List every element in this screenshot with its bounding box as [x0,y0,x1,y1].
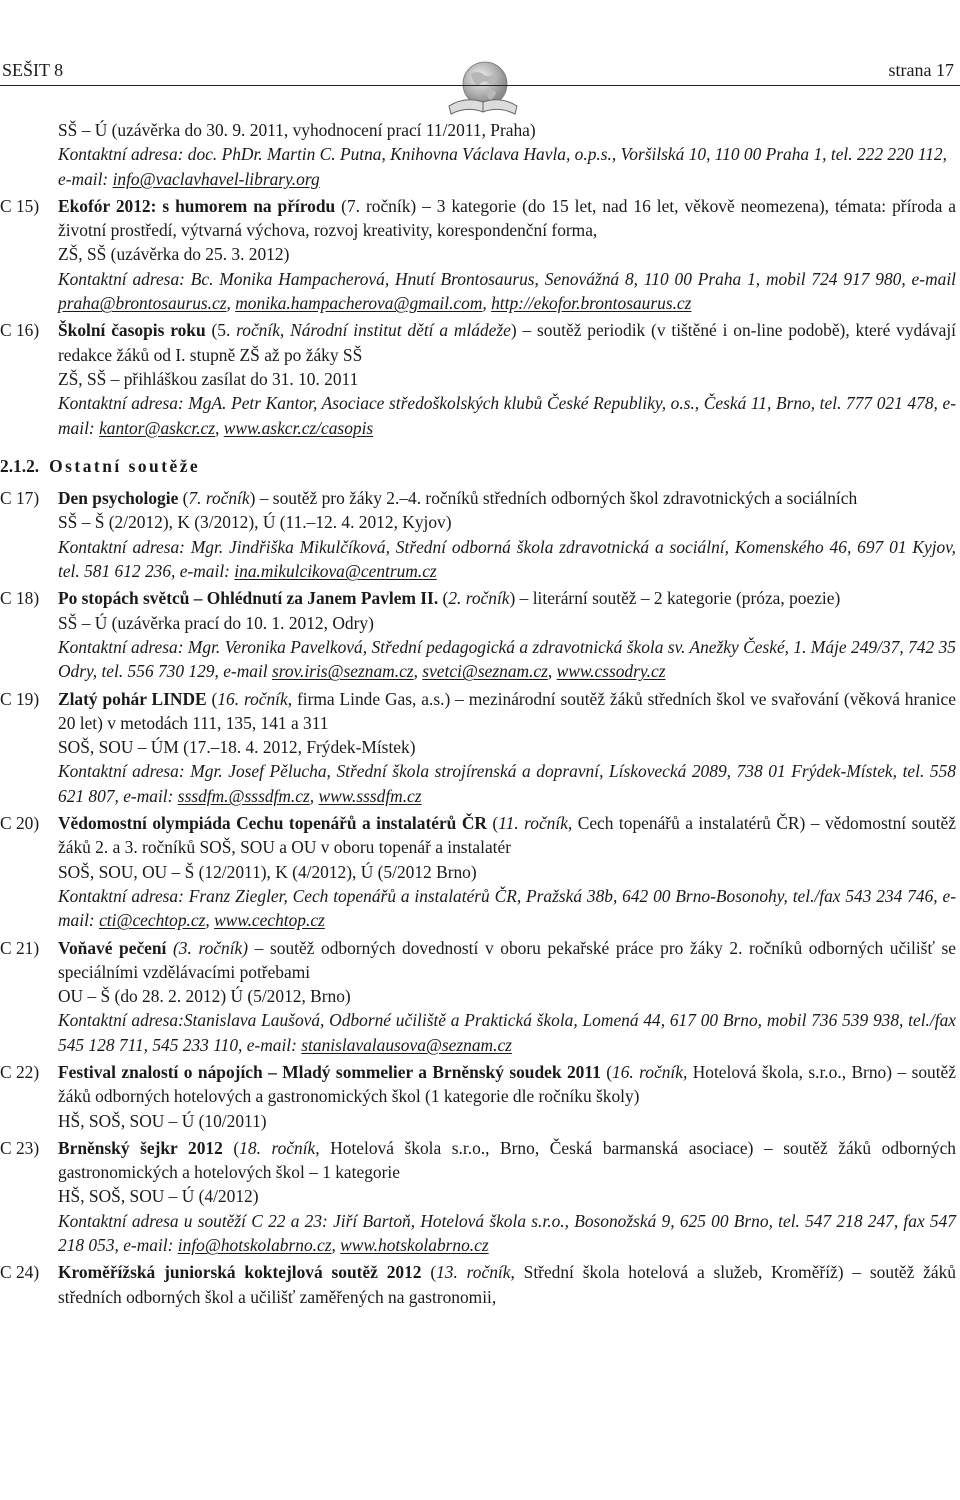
header-rule [0,85,960,86]
entry-contact: Kontaktní adresa: Mgr. Veronika Pavelková, Střední pedagogická a zdravotnická škola sv. Anežky České, 1. Máje 249/37, 742 35 Odry, tel. 556 730 129, e-mail srov.iris@seznam.cz, svetci@seznam.cz, www.cssodry.cz [58,636,956,682]
entry-title: Voňavé pečení [58,937,167,958]
web-link[interactable]: www.hotskolabrno.cz [340,1235,489,1256]
entry-meta: SŠ – Ú (uzávěrka prací do 10. 1. 2012, Odry) [58,612,374,633]
web-link[interactable]: www.cssodry.cz [556,661,666,682]
entry-contact: Kontaktní adresa u soutěží C 22 a 23: Jiří Bartoň, Hotelová škola s.r.o., Bosonožská 9, 625 00 Brno, tel. 547 218 247, fax 547 218 053, e-mail: info@hotskolabrno.cz, www.hotskolabrno.cz [58,1210,956,1256]
entry-contact: Kontaktní adresa: MgA. Petr Kantor, Asociace středoškolských klubů České Republiky, o.s., Česká 11, Brno, tel. 777 021 478, e-mail: kantor@askcr.cz, www.askcr.cz/casopis [58,393,956,438]
entry-title: Po stopách světců – Ohlédnutí za Janem Pavlem II. [58,588,439,609]
entry-title: Festival znalostí o nápojích – Mladý sommelier a Brněnský soudek 2011 [58,1061,601,1082]
email-link[interactable]: sssdfm.@sssdfm.cz [177,785,310,806]
web-link[interactable]: http://ekofor.brontosaurus.cz [491,293,692,314]
entry-title: Školní časopis roku [58,320,206,341]
email-link[interactable]: monika.hampacherova@gmail.com [235,293,483,314]
intro-contact: Kontaktní adresa: doc. PhDr. Martin C. Putna, Knihovna Václava Havla, o.p.s., Voršilská 10, 110 00 Praha 1, tel. 222 220 112, e-mail: info@vaclavhavel-library.org [58,144,947,189]
entry-number: C 16) [0,320,40,341]
entry-number: C 21) [0,937,40,958]
entry-description: Po stopách světců – Ohlédnutí za Janem Pavlem II. (2. ročník) – literární soutěž – 2 kategorie (próza, poezie) [58,588,841,609]
entry-description: Školní časopis roku (5. ročník, Národní institut dětí a mládeže) – soutěž periodik (v tištěné i on-line podobě), které vydávají redakce žáků od I. stupně ZŠ až po žáky SŠ [58,320,957,365]
competition-entry-c19 [0,687,956,808]
entry-number: C 18) [0,588,40,609]
section-number: 2.1.2. [0,455,40,476]
entry-number: C 24) [0,1262,40,1283]
entry-contact: Kontaktní adresa: Mgr. Josef Pělucha, Střední škola strojírenská a dopravní, Lískovecká 2089, 738 01 Frýdek-Místek, tel. 558 621 807, e-mail: sssdfm.@sssdfm.cz, www.sssdfm.cz [58,761,956,806]
entry-meta: SŠ – Š (2/2012), K (3/2012), Ú (11.–12. 4. 2012, Kyjov) [58,512,452,533]
entry-meta: SOŠ, SOU – ÚM (17.–18. 4. 2012, Frýdek-Místek) [58,737,416,758]
entry-description: Brněnský šejkr 2012 (18. ročník, Hotelová škola s.r.o., Brno, Česká barmanská asociace) – soutěž žáků odborných gastronomických a hotelových škol – 1 kategorie [58,1137,957,1183]
email-link[interactable]: stanislavalausova@seznam.cz [301,1034,512,1055]
entry-meta: ZŠ, SŠ – přihláškou zasílat do 31. 10. 2011 [58,368,359,389]
entry-description: Zlatý pohár LINDE (16. ročník, firma Linde Gas, a.s.) – mezinárodní soutěž žáků středních škol ve svařování (věková hranice 20 let) v metodách 111, 135, 141 a 311 [58,688,956,733]
entry-meta: SOŠ, SOU, OU – Š (12/2011), K (4/2012), Ú (5/2012 Brno) [58,861,477,882]
section-title: Ostatní soutěže [49,455,201,476]
entry-contact: Kontaktní adresa: Bc. Monika Hampacherová, Hnutí Brontosaurus, Senovážná 8, 110 00 Praha 1, mobil 724 917 980, e-mail praha@brontosaurus.cz, monika.hampacherova@gmail.com, http://ekofor.brontosaurus.cz [58,268,956,314]
competition-entry-c15 [0,194,956,315]
email-link[interactable]: kantor@askcr.cz [99,417,216,438]
intro-email-link[interactable]: info@vaclavhavel-library.org [112,168,320,189]
email-link[interactable]: svetci@seznam.cz [422,661,548,682]
entry-contact: Kontaktní adresa:Stanislava Laušová, Odborné učiliště a Praktická škola, Lomená 44, 617 00 Brno, mobil 736 539 938, tel./fax 545 128 711, 545 233 110, e-mail: stanislavalausova@seznam.cz [58,1010,956,1055]
email-link[interactable]: cti@cechtop.cz [99,910,206,931]
email-link[interactable]: srov.iris@seznam.cz [271,661,414,682]
entry-contact: Kontaktní adresa: Franz Ziegler, Cech topenářů a instalatérů ČR, Pražská 38b, 642 00 Brno-Bosonohy, tel./fax 543 234 746, e-mail: cti@cechtop.cz, www.cechtop.cz [58,885,956,931]
competition-entry-c18 [0,586,956,683]
web-link[interactable]: www.askcr.cz/casopis [223,417,374,438]
entry-description: Voňavé pečení (3. ročník) – soutěž odborných dovedností v oboru pekařské práce pro žáky 2. ročníků odborných učilišť se speciálními vzdělávacími potřebami [58,937,956,982]
entry-number: C 17) [0,488,40,509]
web-link[interactable]: www.sssdfm.cz [318,785,422,806]
email-link[interactable]: info@hotskolabrno.cz [177,1235,332,1256]
competition-entry-c21 [0,936,956,1057]
entry-description: Festival znalostí o nápojích – Mladý sommelier a Brněnský soudek 2011 (16. ročník, Hotelová škola, s.r.o., Brno) – soutěž žáků odborných hotelových a gastronomických škol (1 kategorie dle ročníku školy) [58,1061,956,1107]
entry-title: Brněnský šejkr 2012 [58,1137,223,1158]
page-header [0,58,960,84]
header-issue: SEŠIT 8 [2,60,64,80]
competition-entry-c23 [0,1136,956,1257]
entry-meta: ZŠ, SŠ (uzávěrka do 25. 3. 2012) [58,244,290,265]
section-heading [0,454,956,478]
entry-title: Zlatý pohár LINDE [58,688,207,709]
entry-title: Kroměřížská juniorská koktejlová soutěž 2012 [58,1262,422,1283]
web-link[interactable]: www.cechtop.cz [214,910,325,931]
entry-description: Ekofór 2012: s humorem na přírodu (7. ročník) – 3 kategorie (do 15 let, nad 16 let, věkově neomezena), témata: příroda a životní prostředí, výtvarná výchova, rozvoj kreativity, korespondenční forma, [58,195,956,241]
intro-block [58,118,956,191]
entry-title: Ekofór 2012: s humorem na přírodu [58,195,336,216]
entry-number: C 19) [0,688,40,709]
entry-meta: OU – Š (do 28. 2. 2012) Ú (5/2012, Brno) [58,986,351,1007]
entry-description: Kroměřížská juniorská koktejlová soutěž 2012 (13. ročník, Střední škola hotelová a služeb, Kroměříž) – soutěž žáků středních odborných škol a učilišť zaměřených na gastronomii, [58,1262,956,1307]
intro-meta: SŠ – Ú (uzávěrka do 30. 9. 2011, vyhodnocení prací 11/2011, Praha) [58,120,536,140]
page-content [0,118,956,1309]
entry-description: Vědomostní olympiáda Cechu topenářů a instalatérů ČR (11. ročník, Cech topenářů a instalatérů ČR) – vědomostní soutěž žáků 2. a 3. ročníků SOŠ, SOU a OU v oboru topenář a instalatér [58,813,956,858]
entry-contact: Kontaktní adresa: Mgr. Jindřiška Mikulčíková, Střední odborná škola zdravotnická a sociální, Komenského 46, 697 01 Kyjov, tel. 581 612 236, e-mail: ina.mikulcikova@centrum.cz [58,536,956,582]
competition-entry-c24 [0,1260,956,1309]
entry-title: Vědomostní olympiáda Cechu topenářů a instalatérů ČR [58,813,487,834]
entry-meta: HŠ, SOŠ, SOU – Ú (4/2012) [58,1186,259,1207]
header-page-number: strana 17 [888,60,954,80]
email-link[interactable]: praha@brontosaurus.cz [58,293,227,314]
competition-entry-c20 [0,811,956,932]
entry-number: C 23) [0,1137,40,1158]
competition-entry-c22 [0,1060,956,1133]
entry-number: C 20) [0,813,40,834]
entry-meta: HŠ, SOŠ, SOU – Ú (10/2011) [58,1110,267,1131]
competition-entry-c16 [0,318,956,439]
entry-number: C 15) [0,195,40,216]
entry-title: Den psychologie [58,488,179,509]
competition-entry-c17 [0,486,956,583]
book-globe-logo-icon [441,60,523,122]
entry-description: Den psychologie (7. ročník) – soutěž pro žáky 2.–4. ročníků středních odborných škol zdravotnických a sociálních [58,488,858,509]
entry-number: C 22) [0,1061,40,1082]
email-link[interactable]: ina.mikulcikova@centrum.cz [234,561,437,582]
